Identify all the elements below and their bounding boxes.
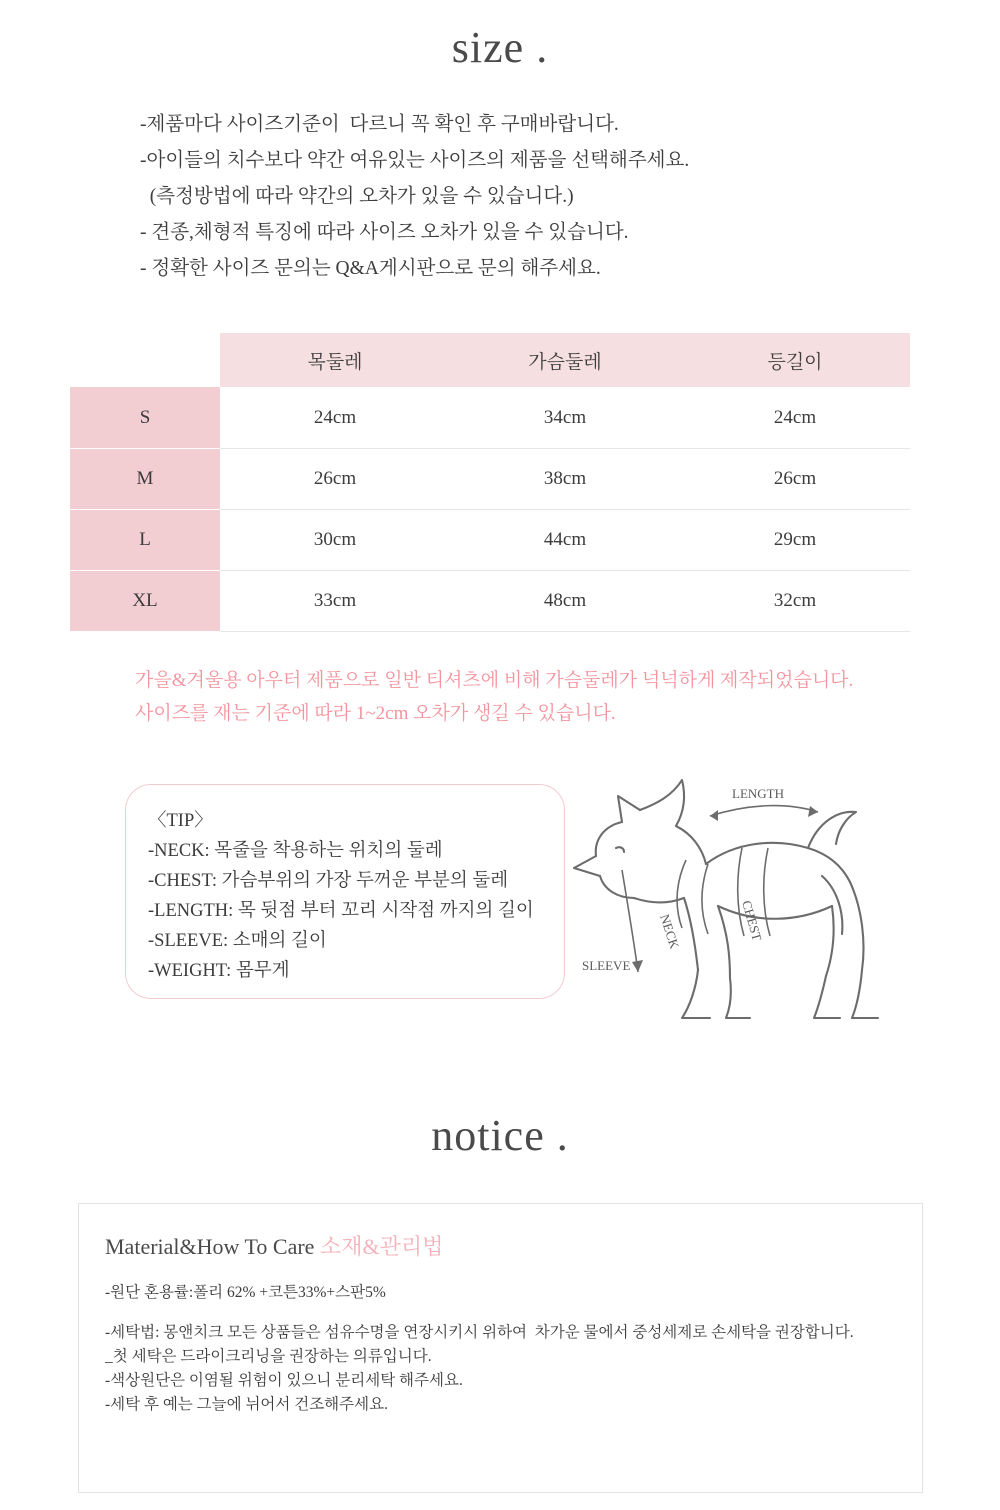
table-row — [70, 448, 910, 509]
intro-line-1: -제품마다 사이즈기준이 다르니 꼭 확인 후 구매바랍니다. — [140, 114, 619, 135]
diagram-label-sleeve: SLEEVE — [582, 958, 631, 974]
size-table-wrap — [70, 333, 910, 632]
diagram-label-length: LENGTH — [732, 786, 784, 802]
notice-heading-kr: 소재&관리법 — [319, 1234, 444, 1259]
page-title-notice: notice . — [431, 1111, 569, 1160]
intro-line-4: - 견종,체형적 특징에 따라 사이즈 오차가 있을 수 있습니다. — [140, 222, 629, 244]
pink-note-line-2: 사이즈를 재는 기준에 따라 1~2cm 오차가 생길 수 있습니다. — [135, 703, 616, 725]
row-label-m: M — [70, 448, 220, 509]
tip-box — [125, 784, 565, 999]
table-row — [70, 570, 910, 631]
diagram-label-chest: CHEST — [739, 899, 765, 943]
notice-heading-en: Material&How To Care — [105, 1234, 320, 1259]
row-label-s: S — [70, 387, 220, 448]
dog-measurement-diagram — [560, 756, 940, 1046]
intro-line-3: (측정방법에 따라 약간의 오차가 있을 수 있습니다.) — [140, 186, 574, 208]
tip-line-weight: -WEIGHT: 몸무게 — [148, 961, 290, 982]
row-label-l: L — [70, 509, 220, 570]
column-header-chest: 가슴둘레 — [450, 333, 680, 387]
tip-line-length: -LENGTH: 목 뒷점 부터 꼬리 시작점 까지의 길이 — [148, 901, 534, 922]
size-intro-notes — [140, 107, 1000, 287]
table-corner-cell — [70, 333, 220, 387]
page-title-size: size . — [451, 23, 549, 72]
size-pink-note — [135, 664, 1000, 731]
cell-xl-neck: 33cm — [220, 570, 450, 631]
table-row — [70, 509, 910, 570]
notice-care-line-4: -세탁 후 예는 그늘에 뉘어서 건조해주세요. — [105, 1396, 388, 1414]
intro-line-2: -아이들의 치수보다 약간 여유있는 사이즈의 제품을 선택해주세요. — [140, 150, 690, 172]
cell-s-chest: 34cm — [450, 387, 680, 448]
notice-heading — [105, 1230, 922, 1261]
tip-line-neck: -NECK: 목줄을 착용하는 위치의 둘레 — [148, 841, 443, 862]
cell-s-neck: 24cm — [220, 387, 450, 448]
cell-l-length: 29cm — [680, 509, 910, 570]
tip-line-sleeve: -SLEEVE: 소매의 길이 — [148, 931, 327, 952]
cell-m-chest: 38cm — [450, 448, 680, 509]
column-header-neck: 목둘레 — [220, 333, 450, 387]
cell-m-length: 26cm — [680, 448, 910, 509]
notice-spacer — [105, 1305, 922, 1321]
tip-and-diagram-row — [0, 756, 1000, 1056]
cell-xl-length: 32cm — [680, 570, 910, 631]
notice-care-line-3: -색상원단은 이염될 위험이 있으니 분리세탁 해주세요. — [105, 1372, 463, 1390]
notice-box — [78, 1203, 923, 1493]
diagram-label-neck: NECK — [657, 912, 683, 951]
cell-s-length: 24cm — [680, 387, 910, 448]
cell-l-neck: 30cm — [220, 509, 450, 570]
tip-line-chest: -CHEST: 가슴부위의 가장 두꺼운 부분의 둘레 — [148, 871, 509, 892]
notice-care-line-1: -세탁법: 몽앤치크 모든 상품들은 섬유수명을 연장시키시 위하여 차가운 물에서 중성세제로 손세탁을 권장합니다. — [105, 1324, 854, 1342]
tip-line-1: 〈TIP〉 — [148, 811, 213, 832]
pink-note-line-1: 가을&겨울용 아우터 제품으로 일반 티셔츠에 비해 가슴둘레가 넉넉하게 제작되었습니다. — [135, 669, 854, 691]
row-label-xl: XL — [70, 570, 220, 631]
size-table — [70, 333, 910, 632]
notice-care-line-2: _첫 세탁은 드라이크리닝을 권장하는 의류입니다. — [105, 1348, 432, 1366]
cell-l-chest: 44cm — [450, 509, 680, 570]
table-row — [70, 387, 910, 448]
table-header-row — [70, 333, 910, 387]
column-header-length: 등길이 — [680, 333, 910, 387]
notice-material-line: -원단 혼용률:폴리 62% +코튼33%+스판5% — [105, 1284, 386, 1301]
cell-m-neck: 26cm — [220, 448, 450, 509]
notice-section — [0, 1110, 1000, 1493]
intro-line-5: - 정확한 사이즈 문의는 Q&A게시판으로 문의 해주세요. — [140, 258, 601, 280]
dog-illustration-svg — [560, 756, 940, 1046]
cell-xl-chest: 48cm — [450, 570, 680, 631]
